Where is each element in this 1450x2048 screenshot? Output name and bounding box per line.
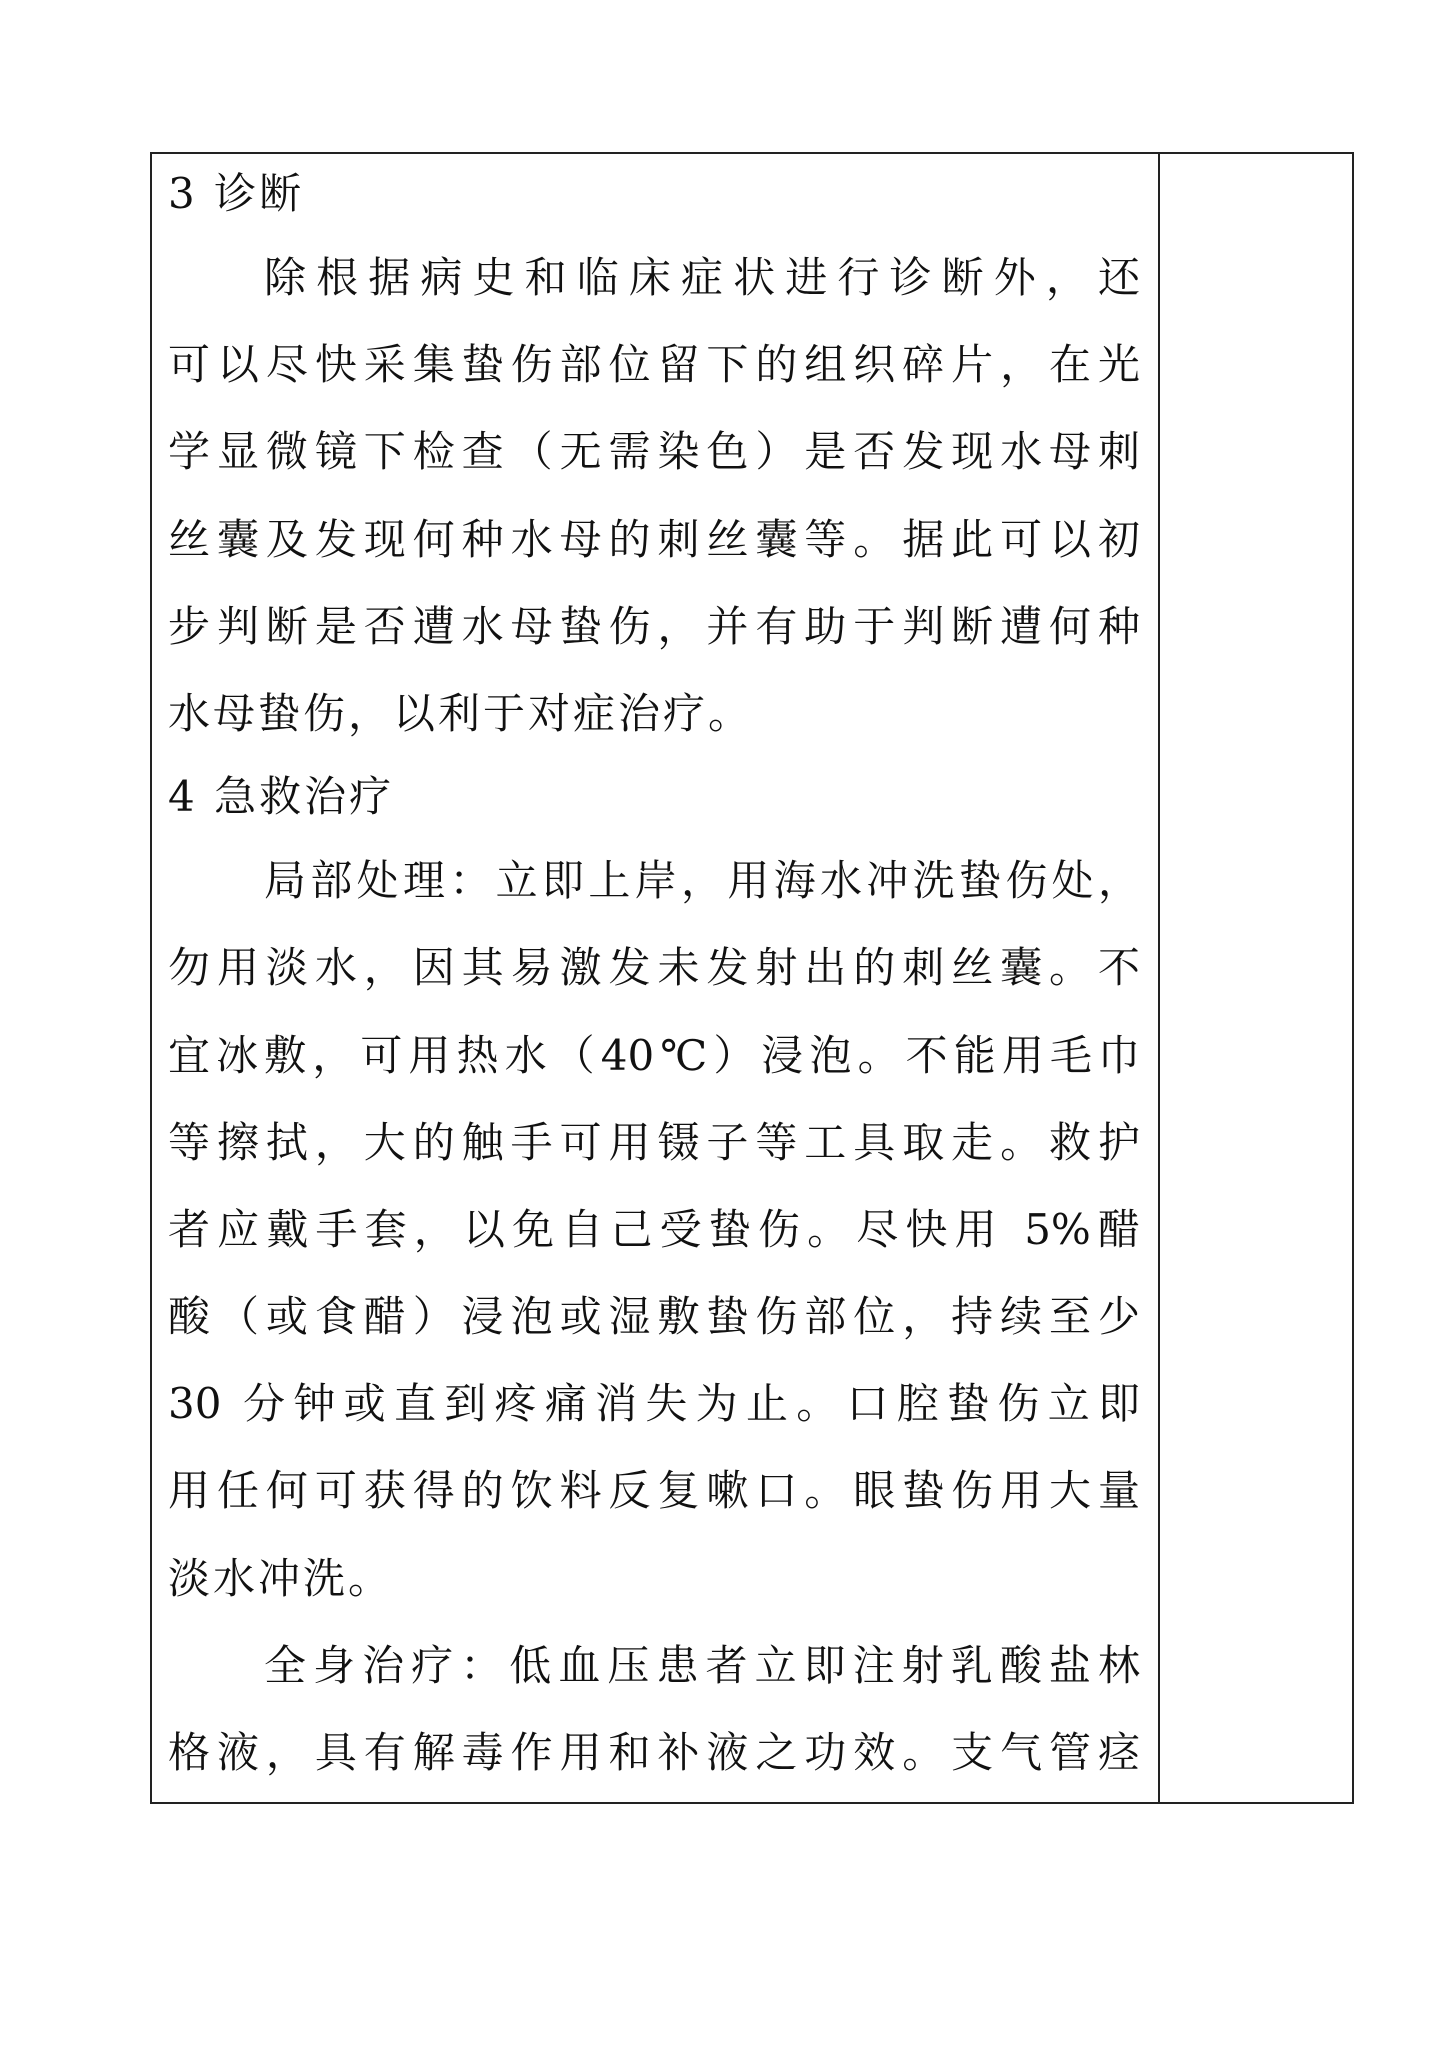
section-3-heading: 3 诊断	[168, 169, 305, 218]
section-3-line-6: 水母蛰伤，以利于对症治疗。	[168, 688, 754, 738]
section-3-line-4: 丝囊及发现何种水母的刺丝囊等。据此可以初	[168, 514, 1140, 564]
local-treatment-line-1: 局部处理：立即上岸，用海水冲洗蛰伤处，	[264, 856, 1140, 906]
local-treatment-line-3: 宜冰敷，可用热水（40℃）浸泡。不能用毛巾	[168, 1030, 1140, 1080]
local-treatment-line-2: 勿用淡水，因其易激发未发射出的刺丝囊。不	[168, 943, 1140, 993]
section-3-line-2: 可以尽快采集蛰伤部位留下的组织碎片，在光	[168, 340, 1140, 390]
section-4-heading: 4 急救治疗	[168, 772, 395, 822]
local-treatment-line-7: 30 分钟或直到疼痛消失为止。口腔蛰伤立即	[168, 1379, 1140, 1429]
section-3-line-1: 除根据病史和临床症状进行诊断外，还	[264, 253, 1140, 302]
local-treatment-line-9: 淡水冲洗。	[168, 1553, 394, 1603]
empty-side-cell	[1160, 154, 1352, 1802]
content-cell	[152, 154, 1160, 1802]
local-treatment-line-4: 等擦拭，大的触手可用镊子等工具取走。救护	[168, 1117, 1140, 1167]
local-treatment-line-8: 用任何可获得的饮料反复嗽口。眼蛰伤用大量	[168, 1466, 1140, 1516]
local-treatment-line-6: 酸（或食醋）浸泡或湿敷蛰伤部位，持续至少	[168, 1292, 1140, 1342]
section-3-line-3: 学显微镜下检查（无需染色）是否发现水母刺	[168, 427, 1140, 477]
systemic-treatment-line-2: 格液，具有解毒作用和补液之功效。支气管痉	[168, 1728, 1140, 1777]
systemic-treatment-line-1: 全身治疗：低血压患者立即注射乳酸盐林	[264, 1640, 1140, 1690]
local-treatment-line-5: 者应戴手套，以免自己受蛰伤。尽快用 5%醋	[168, 1204, 1140, 1254]
document-table	[150, 152, 1354, 1804]
section-3-line-5: 步判断是否遭水母蛰伤，并有助于判断遭何种	[168, 601, 1140, 651]
